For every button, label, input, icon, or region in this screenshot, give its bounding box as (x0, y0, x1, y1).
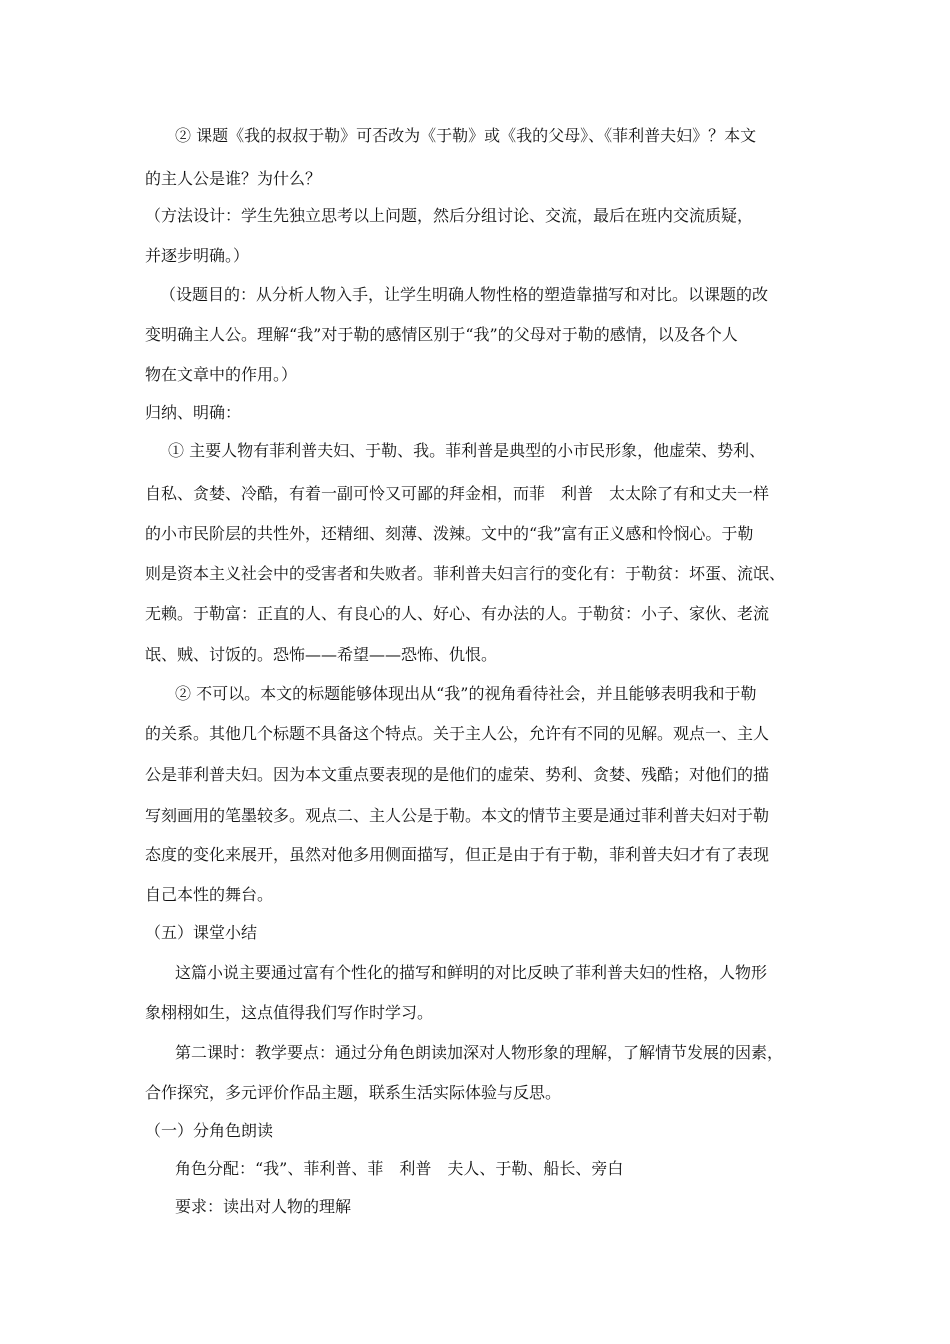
text-line: 这篇小说主要通过富有个性化的描写和鲜明的对比反映了菲利普夫妇的性格，人物形 (175, 963, 768, 982)
text-line: 并逐步明确。） (145, 246, 250, 265)
text-line: 则是资本主义社会中的受害者和失败者。菲利普夫妇言行的变化有：于勒贫：坏蛋、流氓、 (145, 564, 786, 583)
text-line: 无赖。于勒富：正直的人、有良心的人、好心、有办法的人。于勒贫：小子、家伙、老流 (145, 604, 770, 623)
text-line: （方法设计：学生先独立思考以上问题，然后分组讨论、交流，最后在班内交流质疑， (145, 206, 754, 225)
text-line: 公是菲利普夫妇。因为本文重点要表现的是他们的虚荣、势利、贪婪、残酷；对他们的描 (145, 765, 770, 784)
text-line: 象栩栩如生，这点值得我们写作时学习。 (145, 1003, 434, 1022)
text-line: 第二课时：教学要点：通过分角色朗读加深对人物形象的理解，了解情节发展的因素， (175, 1043, 784, 1062)
section-heading: （一）分角色朗读 (145, 1121, 274, 1140)
text-line: 的关系。其他几个标题不具备这个特点。关于主人公，允许有不同的见解。观点一、主人 (145, 724, 770, 743)
text-line: ① 主要人物有菲利普夫妇、于勒、我。菲利普是典型的小市民形象，他虚荣、势利、 (168, 441, 766, 460)
text-line: 变明确主人公。理解“我”对于勒的感情区别于“我”的父母对于勒的感情，以及各个人 (145, 325, 738, 344)
section-heading: （五）课堂小结 (145, 923, 258, 942)
text-line: 态度的变化来展开，虽然对他多用侧面描写，但正是由于有于勒，菲利普夫妇才有了表现 (145, 845, 770, 864)
text-line: 合作探究，多元评价作品主题，联系生活实际体验与反思。 (145, 1083, 562, 1102)
text-line: ② 不可以。本文的标题能够体现出从“我”的视角看待社会，并且能够表明我和于勒 (175, 684, 757, 703)
text-line: 的小市民阶层的共性外，还精细、刻薄、泼辣。文中的“我”富有正义感和怜悯心。于勒 (145, 524, 754, 543)
text-line: 要求：读出对人物的理解 (175, 1197, 352, 1216)
text-line: 的主人公是谁？为什么？ (145, 169, 322, 188)
text-line: 角色分配：“我”、菲利普、菲 利普 夫人、于勒、船长、旁白 (175, 1159, 624, 1178)
text-line: ② 课题《我的叔叔于勒》可否改为《于勒》或《我的父母》、《菲利普夫妇》？本文 (175, 126, 757, 145)
text-line: （设题目的：从分析人物入手，让学生明确人物性格的塑造靠描写和对比。以课题的改 (160, 285, 769, 304)
text-line: 写刻画用的笔墨较多。观点二、主人公是于勒。本文的情节主要是通过菲利普夫妇对于勒 (145, 806, 770, 825)
text-line: 归纳、明确： (145, 403, 242, 422)
text-line: 自己本性的舞台。 (145, 885, 274, 904)
text-line: 氓、贼、讨饭的。恐怖——希望——恐怖、仇恨。 (145, 645, 498, 664)
text-line: 自私、贪婪、冷酷，有着一副可怜又可鄙的拜金相，而菲 利普 太太除了有和丈夫一样 (145, 484, 770, 503)
text-line: 物在文章中的作用。） (145, 365, 298, 384)
